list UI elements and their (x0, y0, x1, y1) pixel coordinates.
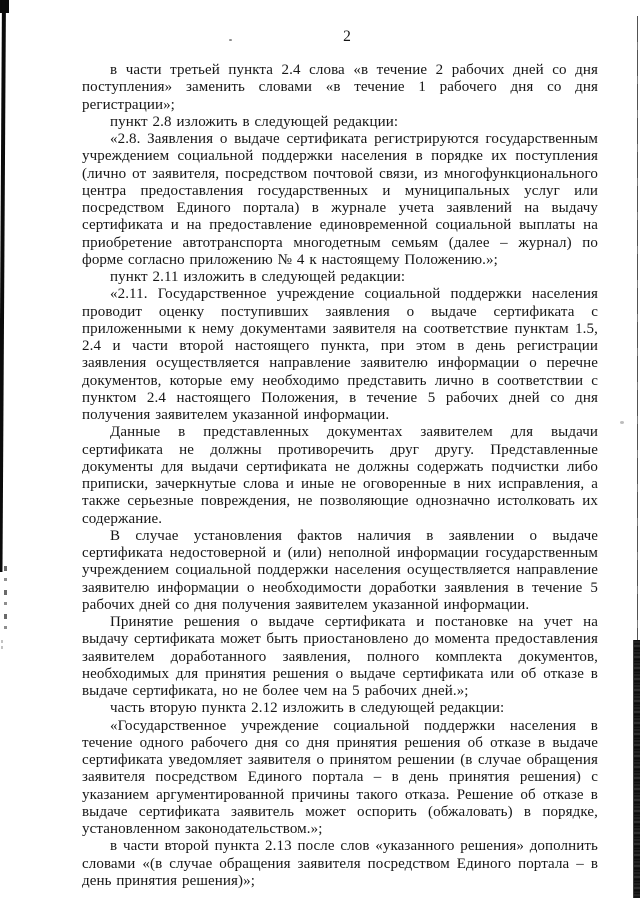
scan-edge-right-line (637, 16, 639, 646)
scan-edge-left-bar (0, 0, 6, 572)
scan-edge-left-dashes (4, 566, 7, 632)
scan-speck (620, 421, 624, 424)
paragraph: Данные в представленных документах заявителем для выдачи сертификата не должны противоречить друг другу. Представленные документы для выдачи сертификата не должны содержать подчистки либо приписки, зачеркнутые слова и иные не оговоренные в них исправления, а также серьезные повреждения, не позволяющие однозначно истолковать их содержание. (82, 424, 598, 527)
paragraph: «2.8. Заявления о выдаче сертификата регистрируются государственным учреждением социальной поддержки населения в порядке их поступления (лично от заявителя, посредством почтовой связи, из многофункционального центра предоставления государственных и муниципальных услуг или посредством Единого портала) в журнале учета заявлений на выдачу сертификата и на предоставление единовременной социальной выплаты на приобретение автотранспорта многодетным семьям (далее – журнал) по форме согласно приложению № 4 к настоящему Положению.»; (82, 131, 598, 268)
paragraph: В случае установления фактов наличия в заявлении о выдаче сертификата недостоверной и (или) неполной информации государственным учреждением социальной поддержки населения осуществляется направление заявителю информации о необходимости доработки заявления в течение 5 рабочих дней со дня получения заявителем указанной информации. (82, 527, 598, 613)
paragraph: пункт 2.11 изложить в следующей редакции: (110, 269, 406, 285)
paragraph: «Государственное учреждение социальной поддержки населения в течение одного рабочего дня со дня принятия решения об отказе в выдаче сертификата уведомляет заявителя о принятом решении (в случае обращения заявителя посредством Единого портала – в день принятия решения) с указанием аргументированной причины такого отказа. Решение об отказе в выдаче сертификата заявитель может оспорить (обжаловать) в порядке, установленном законодательством.»; (82, 717, 598, 837)
page-number: 2 (343, 28, 351, 45)
paragraph: пункт 2.8 изложить в следующей редакции: (110, 113, 399, 130)
paragraph: часть вторую пункта 2.12 изложить в следующей редакции: (110, 700, 505, 717)
scan-speck (1, 640, 3, 650)
document-text-block (82, 62, 598, 890)
paragraph: «2.11. Государственное учреждение социальной поддержки населения проводит оценку поступивших заявления о выдаче сертификата с приложенными к нему документами заявителя на соответствие пунктам 1.5, 2.4 и части второй настоящего пункта, при этом в день регистрации заявления осуществляется направление заявителю информации о перечне документов, которые ему необходимо представить лично в соответствии с пунктом 2.4 настоящего Положения, в течение 5 рабочих дней со дня получения заявителем указанной информации. (82, 286, 598, 423)
paragraph: в части второй пункта 2.13 после слов «указанного решения» дополнить словами «(в случае обращения заявителя посредством Единого портала – в день принятия решения)»; (82, 838, 598, 889)
paragraph: в части третьей пункта 2.4 слова «в течение 2 рабочих дней со дня поступления» заменить словами «в течение 1 рабочего дня со дня регистрации»; (82, 62, 598, 113)
scan-edge-right-strip (633, 640, 640, 898)
paragraph: Принятие решения о выдаче сертификата и постановке на учет на выдачу сертификата может быть приостановлено до момента предоставления заявителем доработанного заявления, полного комплекта документов, необходимых для принятия решения о выдаче сертификата или об отказе в выдаче сертификата, но не более чем на 5 рабочих дней.»; (82, 614, 598, 699)
